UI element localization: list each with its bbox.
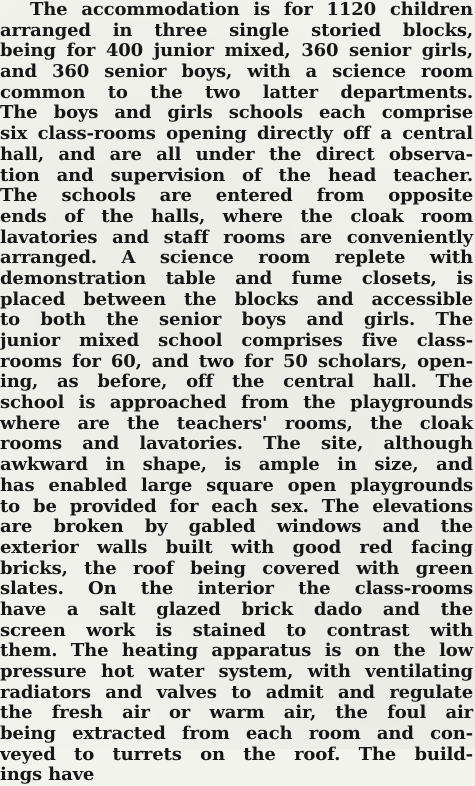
text-line: are broken by gabled windows and the (0, 516, 473, 538)
text-line: being for 400 junior mixed, 360 senior girls, (0, 40, 473, 62)
text-line: slates. On the interior the class-rooms (0, 578, 473, 600)
text-line: The accommodation is for 1120 children (30, 0, 473, 20)
text-line: rooms for 60, and two for 50 scholars, open- (0, 350, 473, 372)
text-line: The boys and girls schools each comprise (0, 102, 473, 124)
text-line: them. The heating apparatus is on the low (0, 640, 473, 662)
text-line: screen work is stained to contrast with (0, 619, 473, 641)
text-line: radiators and valves to admit and regulate (0, 681, 473, 703)
text-line: junior mixed school comprises five class- (0, 330, 473, 351)
text-line: The schools are entered from opposite (0, 185, 473, 207)
text-line: exterior walls built with good red facing (0, 536, 473, 558)
text-line: lavatories and staff rooms are conveniently (0, 226, 473, 248)
text-line: have a salt glazed brick dado and the (0, 598, 473, 620)
text-line: and 360 senior boys, with a science room (0, 61, 473, 83)
text-line: placed between the blocks and accessible (0, 288, 473, 310)
text-line: school is approached from the playgrounds (0, 392, 473, 414)
text-line: arranged. A science room replete with (0, 247, 473, 269)
text-line: tion and supervision of the head teacher. (0, 164, 473, 186)
text-line: veyed to turrets on the roof. The build- (0, 743, 473, 765)
text-line: being extracted from each room and con- (0, 723, 473, 745)
text-line: awkward in shape, is ample in size, and (0, 454, 473, 476)
text-line: ings have (0, 764, 95, 786)
text-line: ing, as before, off the central hall. The (0, 371, 473, 393)
text-line: the fresh air or warm air, the foul air (0, 702, 473, 724)
text-line: pressure hot water system, with ventilating (0, 661, 473, 682)
text-line: hall, and are all under the direct observa- (0, 143, 473, 165)
text-line: bricks, the roof being covered with green (0, 557, 473, 579)
text-line: where are the teachers' rooms, the cloak (0, 412, 473, 434)
text-line: has enabled large square open playgrounds (0, 474, 473, 496)
text-line: common to the two latter departments. (0, 81, 473, 103)
text-line: to both the senior boys and girls. The (0, 309, 473, 331)
text-line: to be provided for each sex. The elevations (0, 495, 473, 517)
text-line: demonstration table and fume closets, is (0, 267, 473, 289)
text-line: ends of the halls, where the cloak room (0, 205, 473, 227)
text-line: rooms and lavatories. The site, although (0, 433, 473, 455)
text-line: six class-rooms opening directly off a central (0, 123, 473, 145)
text-line: arranged in three single storied blocks, (0, 19, 473, 41)
